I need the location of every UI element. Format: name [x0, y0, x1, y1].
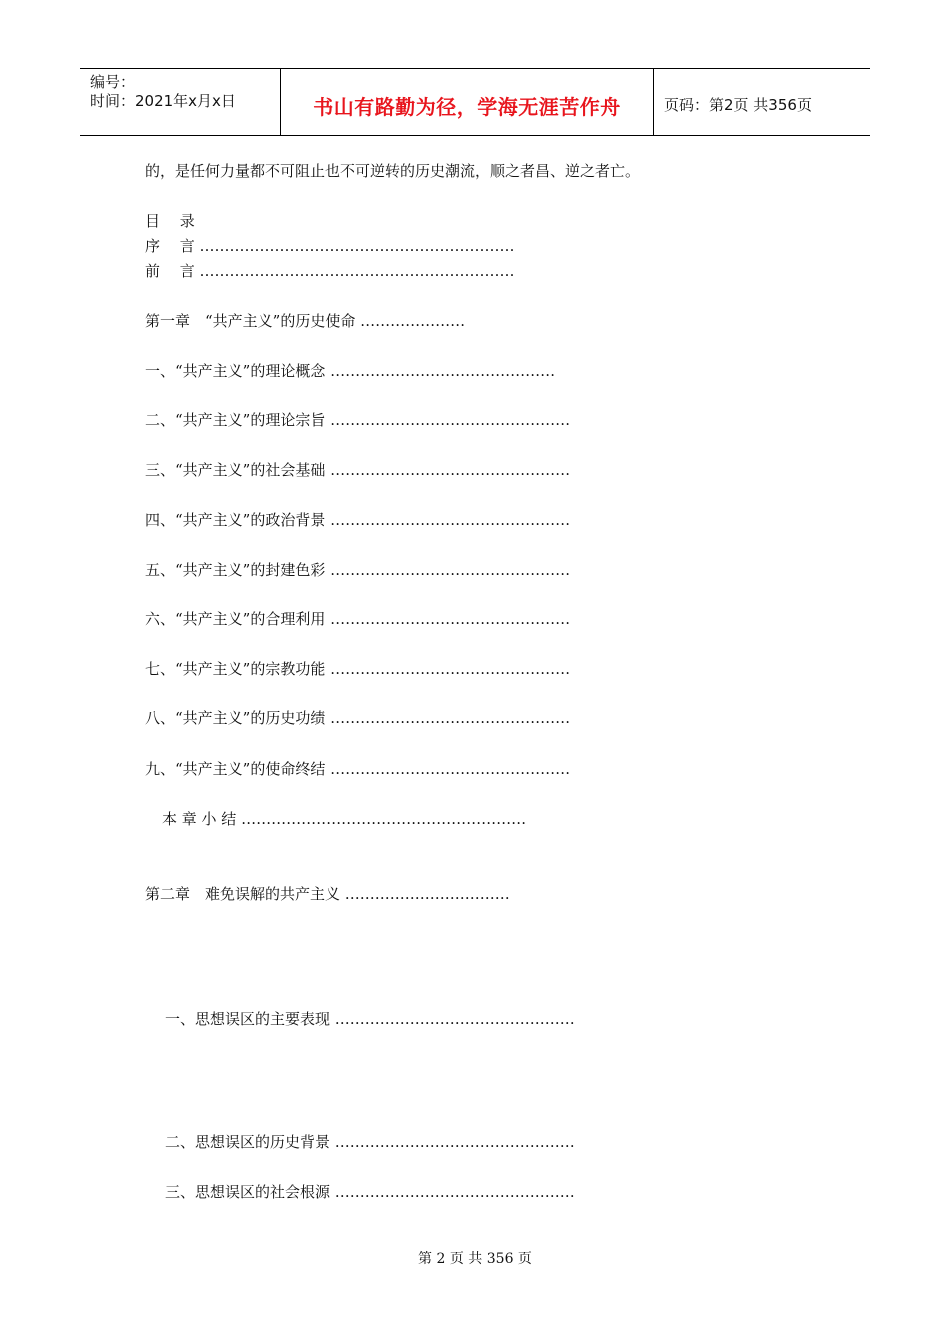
toc-entry: 七、“共产主义”的宗教功能 ………………………………………… — [145, 660, 571, 678]
toc-entry: 一、“共产主义”的理论概念 ……………………………………… — [145, 362, 556, 380]
toc-entry: 一、思想误区的主要表现 ………………………………………… — [165, 1010, 575, 1028]
toc-entry: 二、思想误区的历史背景 ………………………………………… — [165, 1133, 575, 1151]
toc-entry-chapter-2: 第二章 难免误解的共产主义 …………………………… — [145, 885, 510, 903]
toc-entry: 三、“共产主义”的社会基础 ………………………………………… — [145, 461, 571, 479]
toc-entry-foreword: 前 言 ……………………………………………………… — [145, 262, 515, 280]
page-footer: 第 2 页 共 356 页 — [418, 1251, 532, 1267]
toc-entry: 四、“共产主义”的政治背景 ………………………………………… — [145, 511, 571, 529]
header-motto: 书山有路勤为径，学海无涯苦作舟 — [313, 95, 621, 119]
toc-entry: 八、“共产主义”的历史功绩 ………………………………………… — [145, 709, 571, 727]
header-meta-cell — [80, 69, 281, 135]
document-date-label: 时间：2021年x月x日 — [90, 92, 236, 110]
toc-entry: 五、“共产主义”的封建色彩 ………………………………………… — [145, 561, 571, 579]
toc-entry: 六、“共产主义”的合理利用 ………………………………………… — [145, 610, 571, 628]
intro-paragraph: 的，是任何力量都不可阻止也不可逆转的历史潮流，顺之者昌、逆之者亡。 — [145, 162, 641, 180]
header-page-cell — [654, 69, 870, 135]
toc-entry-chapter-1: 第一章 “共产主义”的历史使命 ………………… — [145, 312, 466, 330]
toc-entry-chapter-summary: 本 章 小 结 ………………………………………………… — [162, 810, 527, 828]
toc-entry: 九、“共产主义”的使命终结 ………………………………………… — [145, 760, 571, 778]
toc-entry: 二、“共产主义”的理论宗旨 ………………………………………… — [145, 411, 571, 429]
header-page-label: 页码：第2页 共356页 — [664, 96, 812, 114]
document-number-label: 编号： — [90, 73, 136, 91]
toc-title: 目 录 — [145, 212, 195, 230]
toc-entry-preface: 序 言 ……………………………………………………… — [145, 237, 515, 255]
header-motto-cell — [281, 69, 654, 135]
toc-entry: 三、思想误区的社会根源 ………………………………………… — [165, 1183, 575, 1201]
header-table — [80, 68, 870, 136]
